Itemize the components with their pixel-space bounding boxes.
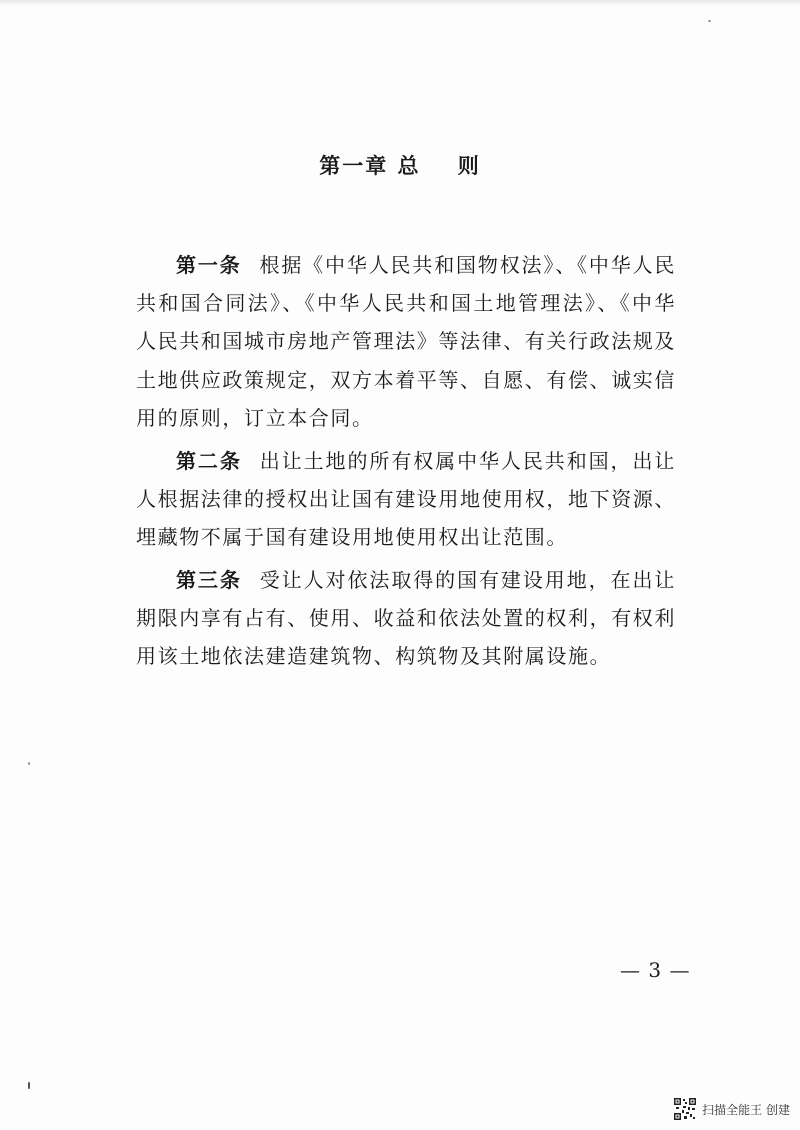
article-3-text: 受让人对依法取得的国有建设用地，在出让期限内享有占有、使用、收益和依法处置的权利，有权利用该土地依法建造建筑物、构筑物及其附属设施。 <box>136 568 676 669</box>
article-2-label: 第二条 <box>176 449 242 473</box>
article-3 <box>136 561 676 676</box>
scan-speck <box>28 1082 30 1089</box>
page-number: — 3 — <box>620 958 691 982</box>
article-2 <box>136 442 676 557</box>
article-1-text: 根据《中华人民共和国物权法》、《中华人民共和国合同法》、《中华人民共和国土地管理法》、《中华人民共和国城市房地产管理法》等法律、有关行政法规及土地供应政策规定，双方本着平等、自愿、有偿、诚实信用的原则，订立本合同。 <box>136 253 676 430</box>
chapter-title: 第一章 总 则 <box>319 154 481 178</box>
scan-speck <box>28 762 30 765</box>
scan-edge-shadow <box>0 0 800 6</box>
article-1 <box>136 246 676 437</box>
qr-code-icon <box>674 1098 696 1120</box>
scan-speck <box>708 20 711 22</box>
article-2-text: 出让土地的所有权属中华人民共和国，出让人根据法律的授权出让国有建设用地使用权，地下资源、埋藏物不属于国有建设用地使用权出让范围。 <box>136 449 676 550</box>
article-3-label: 第三条 <box>176 568 242 592</box>
watermark-text: 扫描全能王 创建 <box>702 1102 790 1117</box>
scanner-watermark <box>674 1098 790 1120</box>
article-1-label: 第一条 <box>176 253 242 277</box>
